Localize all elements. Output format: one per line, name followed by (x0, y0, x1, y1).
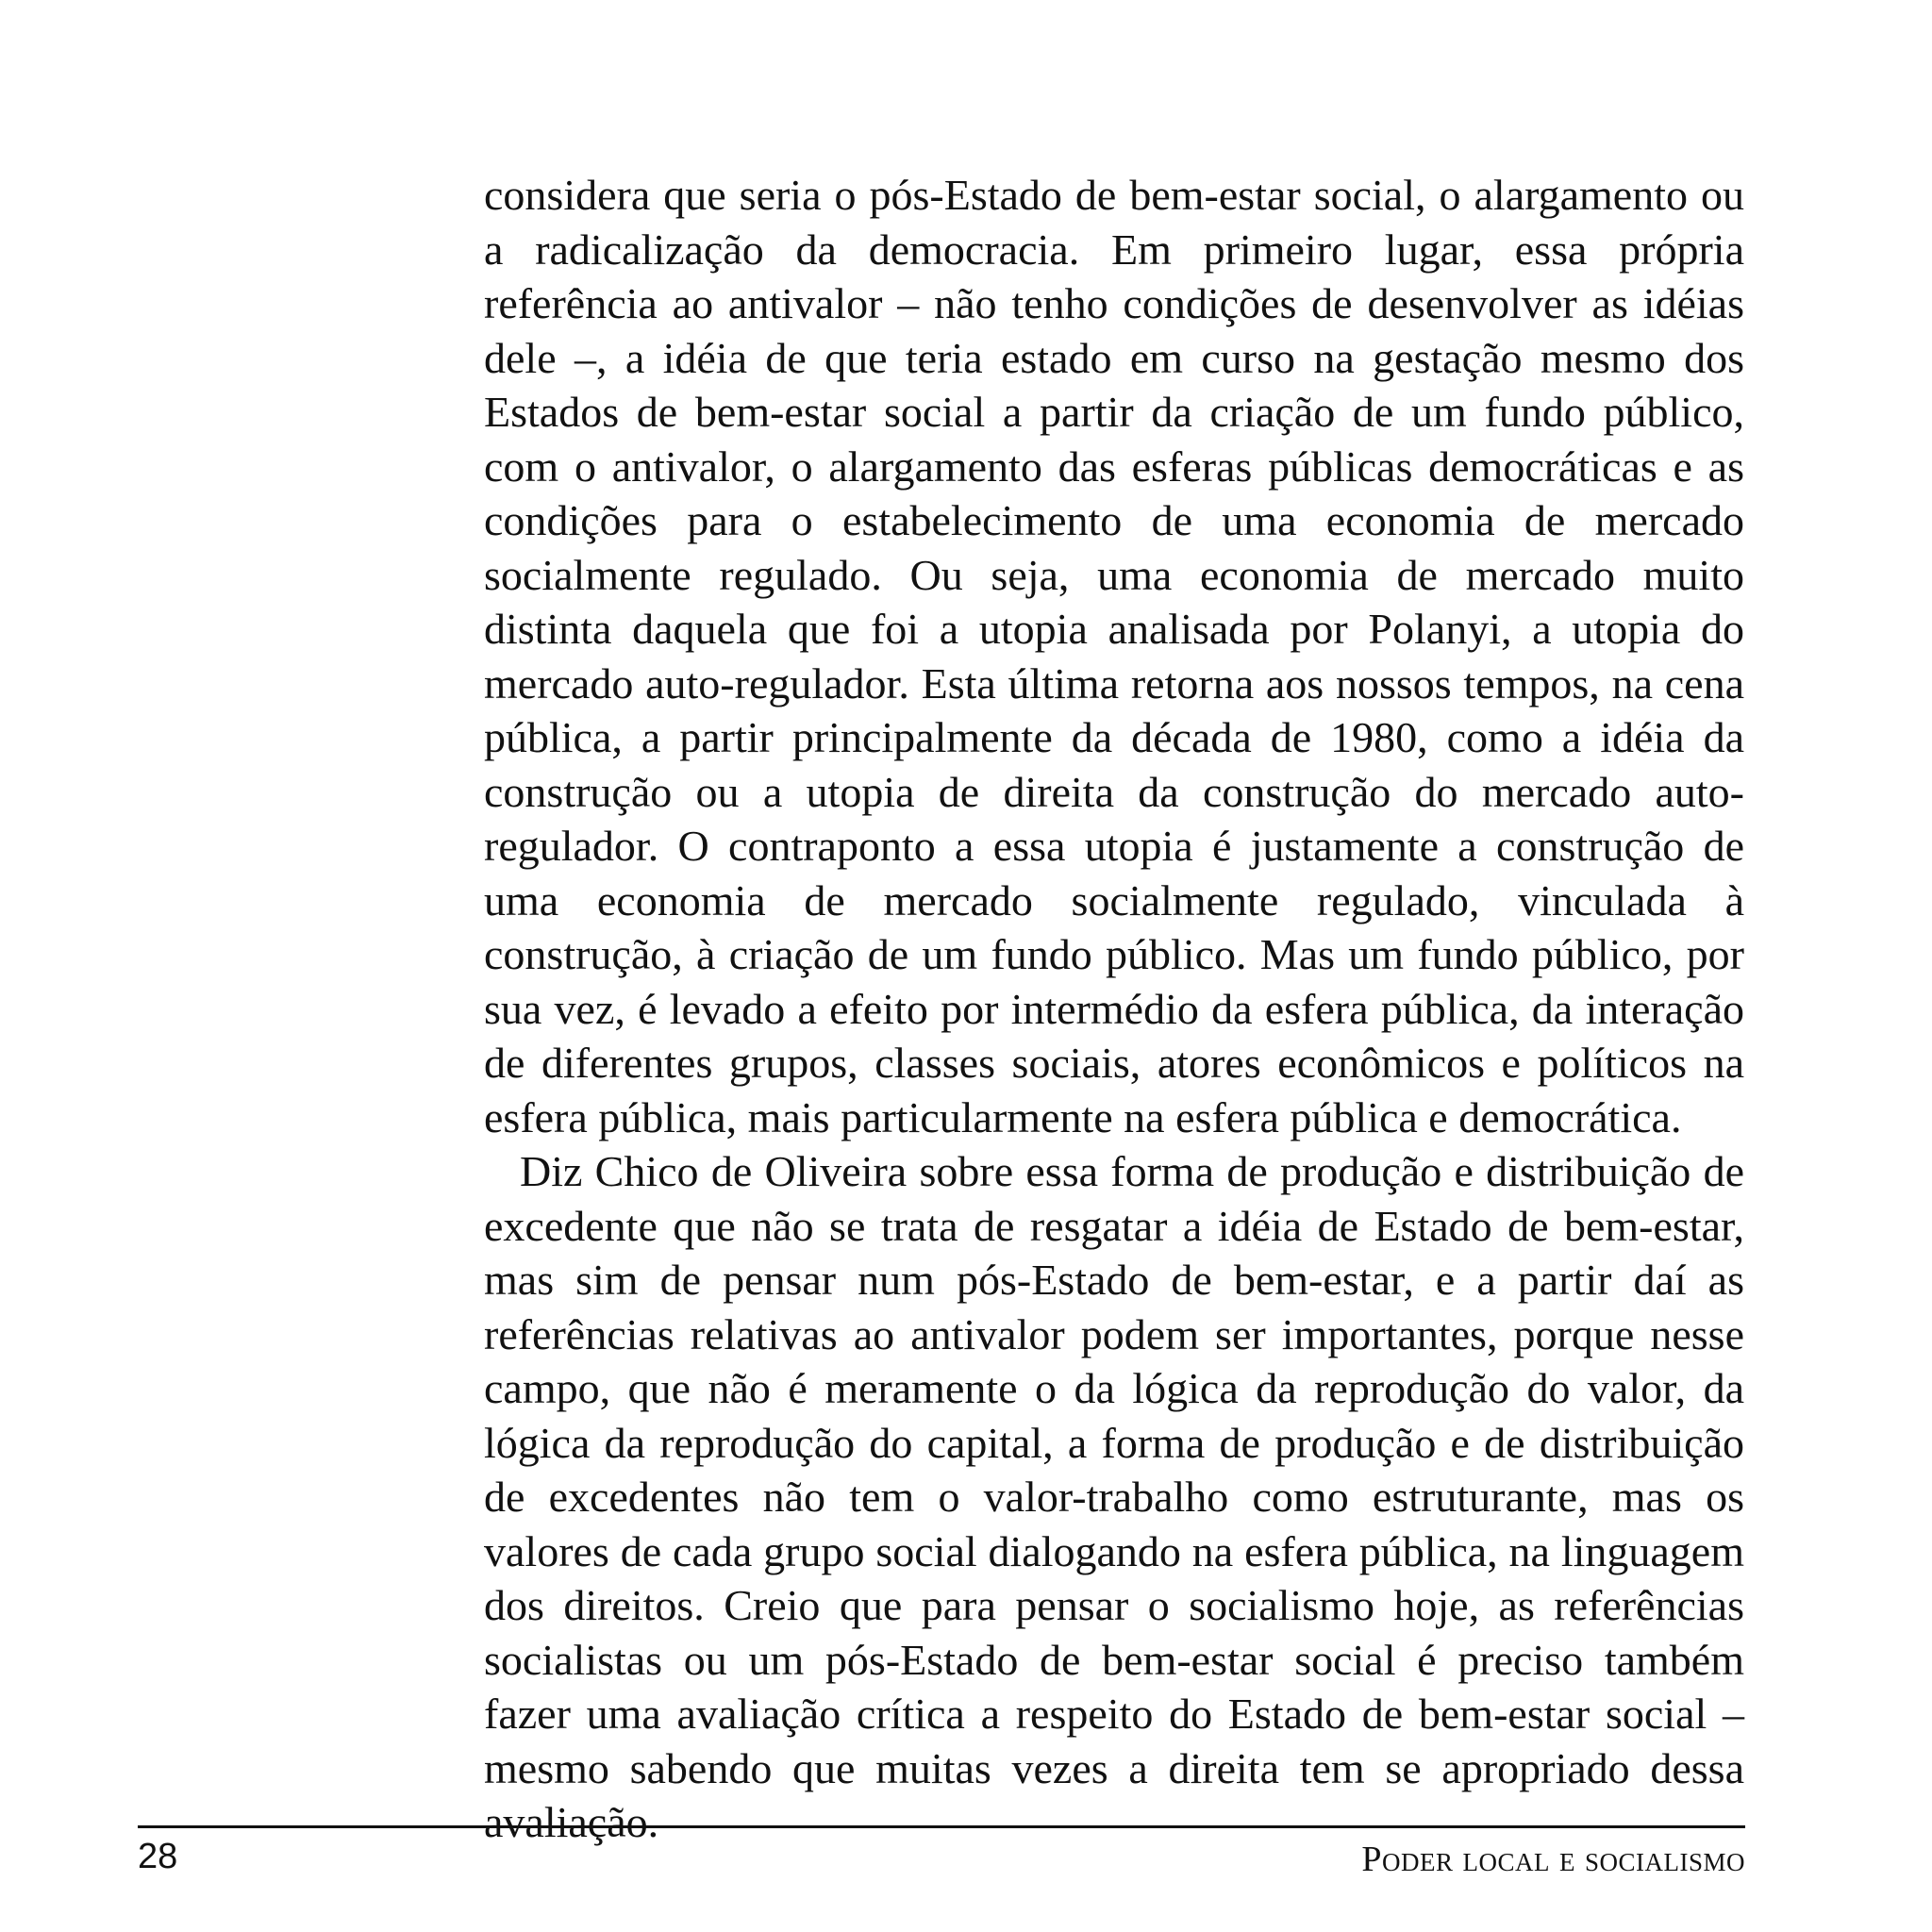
footer-rule (138, 1825, 1745, 1828)
body-text (484, 168, 1744, 1850)
running-title: Poder local e socialismo (1361, 1840, 1745, 1879)
page-number: 28 (138, 1837, 178, 1876)
paragraph-2: Diz Chico de Oliveira sobre essa forma de produção e distribuição de excedente que não se trata de resgatar a idéia de Estado de bem-estar, mas sim de pensar num pós-Estado de bem-estar, e a partir daí as referências relativas ao antivalor podem ser importantes, porque nesse campo, que não é meramente o da lógica da reprodução do valor, da lógica da reprodução do capital, a forma de produção e de distribuição de excedentes não tem o valor-trabalho como estruturante, mas os valores de cada grupo social dialogando na esfera pública, na linguagem dos direitos. Creio que para pensar o socialismo hoje, as referências socialistas ou um pós-Estado de bem-estar social é preciso também fazer uma avaliação crítica a respeito do Estado de bem-estar social – mesmo sabendo que muitas vezes a direita tem se apropriado dessa avaliação. (484, 1147, 1744, 1846)
paragraph-1: considera que seria o pós-Estado de bem-estar social, o alargamento ou a radicalização da democracia. Em primeiro lugar, essa própria referência ao antivalor – não tenho condições de desenvolver as idéias dele –, a idéia de que teria estado em curso na gestação mesmo dos Estados de bem-estar social a partir da criação de um fundo público, com o antivalor, o alargamento das esferas públicas democráticas e as condições para o estabelecimento de uma economia de mercado socialmente regulado. Ou seja, uma economia de mercado muito distinta daquela que foi a utopia analisada por Polanyi, a utopia do mercado auto-regulador. Esta última retorna aos nossos tempos, na cena pública, a partir principalmente da década de 1980, como a idéia da construção ou a utopia de direita da construção do mercado auto-regulador. O contraponto a essa utopia é justamente a construção de uma economia de mercado socialmente regulado, vinculada à construção, à criação de um fundo público. Mas um fundo público, por sua vez, é levado a efeito por intermédio da esfera pública, da interação de diferentes grupos, classes sociais, atores econômicos e políticos na esfera pública, mais particularmente na esfera pública e democrática. (484, 171, 1744, 1141)
